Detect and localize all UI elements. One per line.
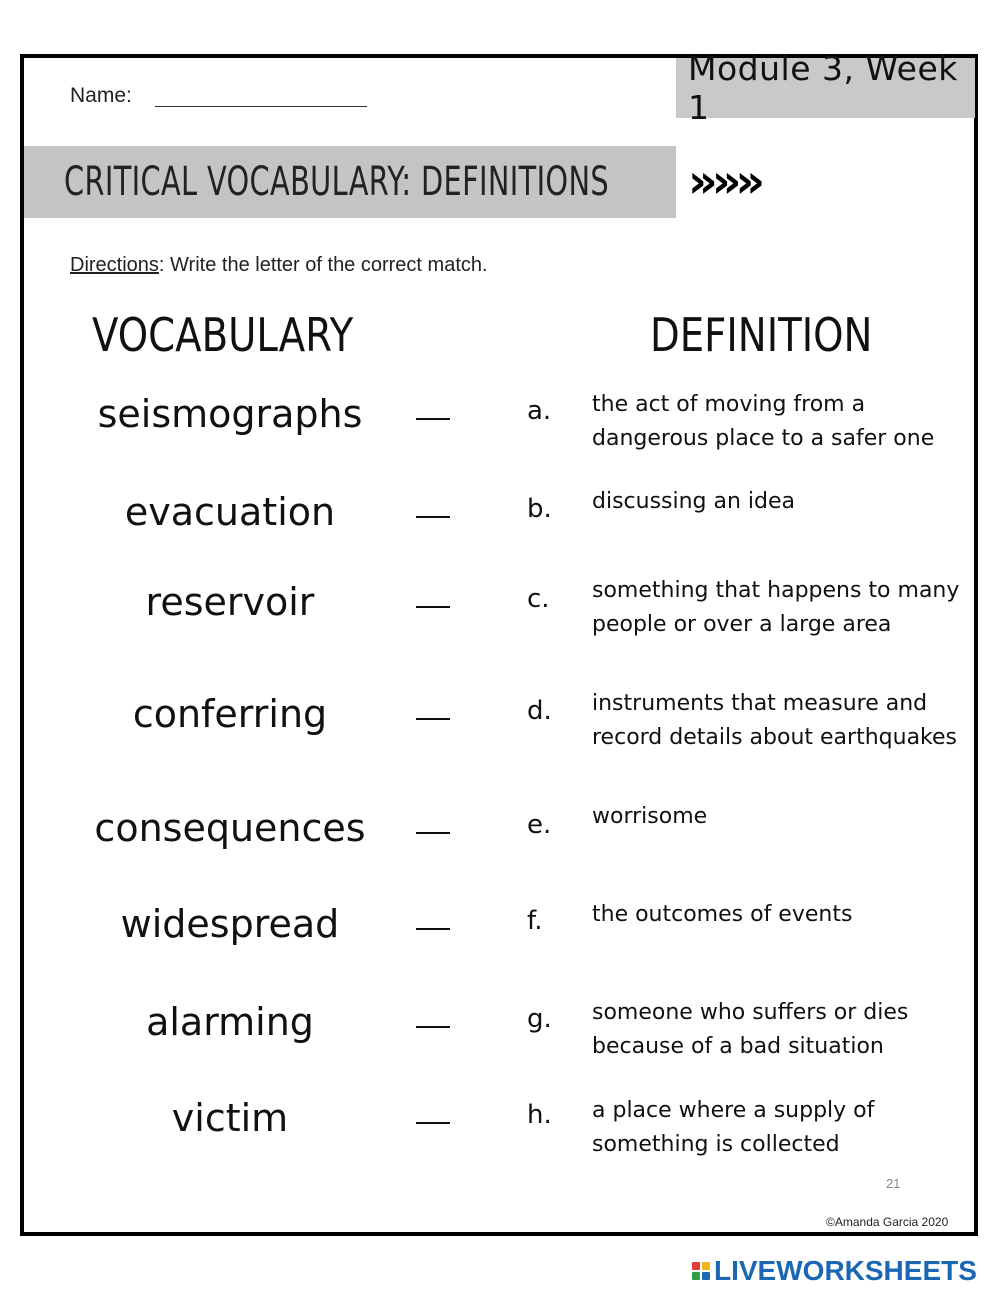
definition-heading: DEFINITION: [650, 308, 873, 362]
definition-text: a place where a supply of something is collected: [592, 1098, 875, 1157]
logo-square-red: [692, 1262, 700, 1270]
directions-label: Directions: [70, 254, 159, 276]
vocab-word: evacuation: [124, 490, 336, 534]
definition-letter: b.: [527, 494, 552, 524]
definition-text: the outcomes of events: [592, 902, 853, 927]
vocab-word: victim: [171, 1096, 289, 1140]
vocab-word: seismographs: [97, 392, 363, 436]
answer-blank[interactable]: [416, 928, 450, 930]
definition-letter: f.: [527, 906, 543, 936]
logo-square-green: [692, 1272, 700, 1280]
directions: [70, 254, 488, 277]
definition-letter: h.: [527, 1100, 552, 1130]
definition-text: discussing an idea: [592, 489, 796, 514]
answer-blank[interactable]: [416, 718, 450, 720]
answer-blank[interactable]: [416, 606, 450, 608]
module-badge: [676, 49, 975, 127]
answer-blank[interactable]: [416, 1122, 450, 1124]
definition-letter: a.: [527, 396, 552, 426]
definition-letter: e.: [527, 810, 552, 840]
vocab-word: alarming: [146, 1000, 314, 1044]
vocab-word: consequences: [94, 806, 366, 850]
definition-text: worrisome: [592, 804, 708, 829]
name-label: Name:: [70, 84, 132, 107]
definition-text: something that happens to many people or over a large area: [592, 578, 960, 637]
definition-text: the act of moving from a dangerous place to a safer one: [592, 392, 935, 451]
directions-text: : Write the letter of the correct match.: [158, 254, 488, 276]
vocab-word: reservoir: [145, 580, 315, 624]
liveworksheets-logo: [692, 1255, 977, 1287]
module-text: Module 3, Week 1: [688, 49, 958, 127]
page-number: 21: [886, 1176, 901, 1191]
copyright: ©Amanda Garcia 2020: [826, 1215, 949, 1229]
page-title: CRITICAL VOCABULARY: DEFINITIONS: [64, 159, 609, 205]
answer-blank[interactable]: [416, 1026, 450, 1028]
vocabulary-heading: VOCABULARY: [92, 308, 354, 362]
definition-letter: g.: [527, 1004, 552, 1034]
answer-blank[interactable]: [416, 516, 450, 518]
answer-blank[interactable]: [416, 418, 450, 420]
logo-square-blue: [702, 1272, 710, 1280]
vocab-word: widespread: [120, 902, 340, 946]
logo-square-yellow: [702, 1262, 710, 1270]
name-field[interactable]: [155, 106, 367, 107]
definition-text: instruments that measure and record details about earthquakes: [592, 691, 957, 750]
brand-text: LIVEWORKSHEETS: [714, 1255, 977, 1286]
liveworksheets-logo-icon: [692, 1262, 710, 1280]
definition-letter: c.: [527, 584, 550, 614]
definition-letter: d.: [527, 696, 552, 726]
title-band: [24, 146, 676, 218]
answer-blank[interactable]: [416, 832, 450, 834]
chevrons-icon: »»»: [688, 154, 760, 208]
vocab-word: conferring: [132, 692, 328, 736]
definition-text: someone who suffers or dies because of a bad situation: [592, 1000, 909, 1059]
